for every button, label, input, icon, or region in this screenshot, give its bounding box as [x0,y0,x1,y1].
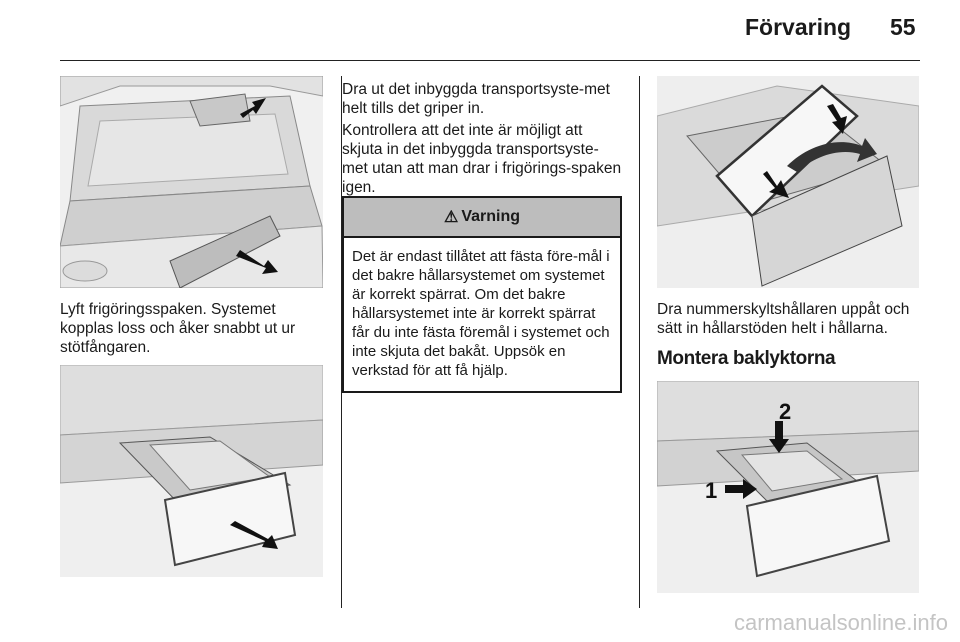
section-heading: Montera baklyktorna [657,348,836,369]
illustration-mount-tail-lights [657,381,919,593]
illustration-license-plate-holder [657,76,919,288]
warning-title: Varning [461,208,521,225]
column-divider [639,76,640,608]
warning-header [344,198,620,238]
warning-text: Det är endast tillåtet att fästa före-mål i det bakre hållarsystemet om systemet är korrekt spärrat. Om det bakre hållarsystemet inte är korrekt spärrat får du inte fästa föremål i systemet och inte skjuta det bakåt. Uppsök en verkstad för att få hjälp. [352,248,610,379]
caption-plate-holder: Dra nummerskyltshållaren uppåt och sätt in hållarstöden helt i hållarna. [657,301,910,337]
paragraph-check-locked: Kontrollera att det inte är möjligt att skjuta in det inbyggda transportsyste-met utan att man drar i frigörings-spaken igen. [342,122,622,196]
warning-triangle-icon: ⚠ [443,209,459,226]
illustration-trunk-release-lever [60,76,323,288]
header-divider [60,60,920,61]
callout-number: 2 [779,399,792,424]
paragraph-pull-out-carrier: Dra ut det inbyggda transportsyste-met helt tills det griper in. [342,81,610,117]
warning-box [342,196,622,393]
watermark: carmanualsonline.info [733,610,948,635]
page-section-title: Förvaring [745,14,852,40]
callout-number: 1 [705,478,718,503]
caption-release-lever: Lyft frigöringsspaken. Systemet kopplas loss och åker snabbt ut ur stötfångaren. [60,301,296,356]
page-number: 55 [890,14,916,40]
illustration-carrier-pulled-out [60,365,323,577]
